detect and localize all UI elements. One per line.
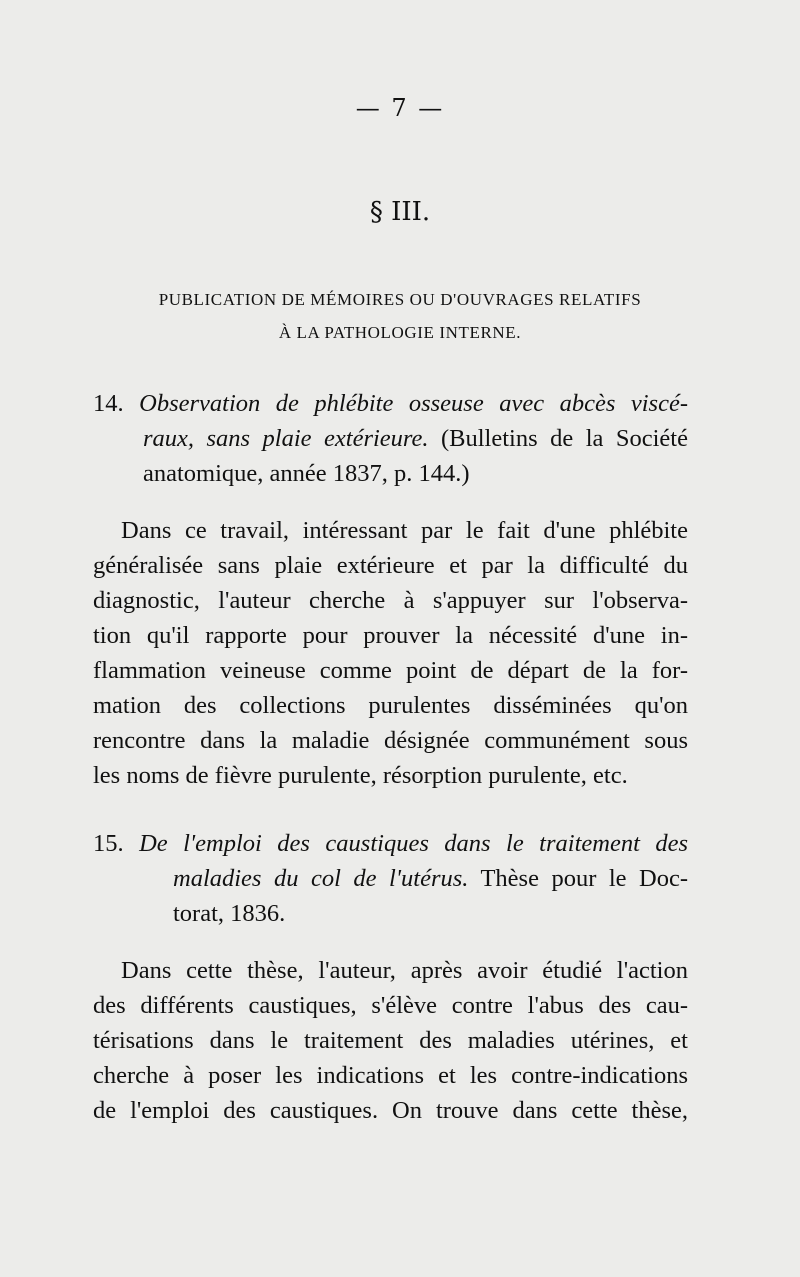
entry-title: raux, sans plaie extérieure. <box>143 425 429 452</box>
paragraph-line: mation des collections purulentes disséminées qu'on <box>93 692 688 719</box>
section-heading <box>100 283 700 349</box>
entry-citation: Thèse pour le Doc- <box>468 865 688 892</box>
entry-14-description <box>93 513 688 793</box>
entry-line <box>93 456 688 491</box>
entry-citation: torat, 1836. <box>173 900 286 927</box>
paragraph-line: flammation veineuse comme point de départ de la for- <box>93 657 688 684</box>
entry-title: maladies du col de l'utérus. <box>173 865 469 892</box>
entry-number: 15. <box>93 830 124 857</box>
entry-title: De l'emploi des caustiques dans le traitement des <box>139 830 689 857</box>
entry-14 <box>93 386 688 491</box>
entry-line <box>93 896 688 931</box>
entry-15-description <box>93 953 688 1128</box>
paragraph-line: des différents caustiques, s'élève contre l'abus des cau- <box>93 992 688 1019</box>
paragraph-line: généralisée sans plaie extérieure et par la difficulté du <box>93 552 688 579</box>
section-heading-line: À LA PATHOLOGIE INTERNE. <box>278 323 522 342</box>
entry-number: 14. <box>93 390 124 417</box>
page-number: — 7 — <box>355 94 445 122</box>
paragraph-line: Dans ce travail, intéressant par le fait d'une phlébite <box>121 517 688 544</box>
entry-line <box>93 861 688 896</box>
section-mark: § III. <box>369 197 431 227</box>
paragraph-line: térisations dans le traitement des maladies utérines, et <box>93 1027 688 1054</box>
entry-line <box>93 826 688 861</box>
paragraph-line: diagnostic, l'auteur cherche à s'appuyer sur l'observa- <box>93 587 688 614</box>
paragraph-line: de l'emploi des caustiques. On trouve dans cette thèse, <box>93 1097 688 1124</box>
entry-title: Observation de phlébite osseuse avec abcès viscé- <box>139 390 688 417</box>
paragraph-line: les noms de fièvre purulente, résorption purulente, etc. <box>93 762 628 789</box>
entry-15 <box>93 826 688 931</box>
paragraph-line: cherche à poser les indications et les contre-indications <box>93 1062 688 1089</box>
paragraph-line: Dans cette thèse, l'auteur, après avoir étudié l'action <box>121 957 688 984</box>
entry-line <box>93 386 688 421</box>
entry-citation: anatomique, année 1837, p. 144.) <box>143 460 470 487</box>
entry-citation: (Bulletins de la Société <box>428 425 688 452</box>
paragraph-line: rencontre dans la maladie désignée communément sous <box>93 727 688 754</box>
section-heading-line: PUBLICATION DE MÉMOIRES OU D'OUVRAGES RELATIFS <box>158 290 642 309</box>
paragraph-line: tion qu'il rapporte pour prouver la nécessité d'une in- <box>93 622 688 649</box>
entry-line <box>93 421 688 456</box>
